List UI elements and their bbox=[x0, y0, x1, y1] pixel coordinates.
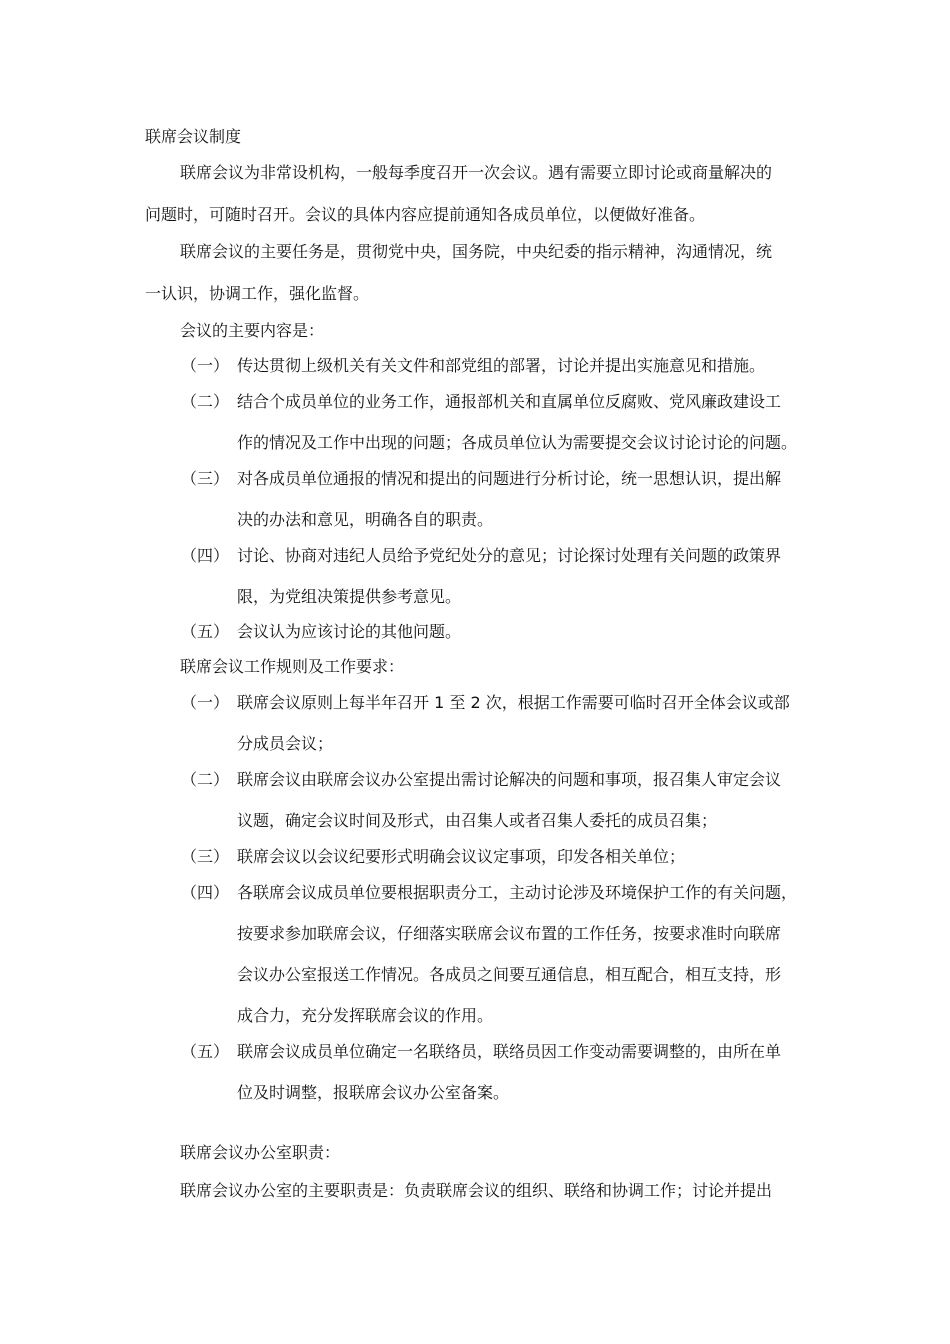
rules-item-2-marker: （二） bbox=[181, 770, 230, 789]
content-item-3-line-2: 决的办法和意见，明确各自的职责。 bbox=[237, 510, 494, 529]
rules-item-5-line-1: 联席会议成员单位确定一名联络员，联络员因工作变动需要调整的，由所在单 bbox=[237, 1042, 782, 1061]
content-item-4-marker: （四） bbox=[181, 546, 230, 565]
content-item-2-marker: （二） bbox=[181, 392, 230, 411]
tasks-paragraph-line-2: 一认识，协调工作，强化监督。 bbox=[145, 284, 370, 303]
content-item-5-line-1: 会议认为应该讨论的其他问题。 bbox=[237, 622, 462, 641]
rules-item-1-marker: （一） bbox=[181, 693, 230, 712]
rules-item-4-line-1: 各联席会议成员单位要根据职责分工，主动讨论涉及环境保护工作的有关问题， bbox=[237, 883, 798, 902]
content-item-4-line-2: 限，为党组决策提供参考意见。 bbox=[237, 587, 462, 606]
content-item-3-line-1: 对各成员单位通报的情况和提出的问题进行分析讨论，统一思想认识，提出解 bbox=[237, 469, 782, 488]
rules-item-4-line-4: 成合力，充分发挥联席会议的作用。 bbox=[237, 1006, 494, 1025]
content-item-2-line-2: 作的情况及工作中出现的问题；各成员单位认为需要提交会议讨论讨论的问题。 bbox=[237, 433, 798, 452]
content-item-4-line-1: 讨论、协商对违纪人员给予党纪处分的意见；讨论探讨处理有关问题的政策界 bbox=[237, 546, 782, 565]
content-item-1-line-1: 传达贯彻上级机关有关文件和部党组的部署，讨论并提出实施意见和措施。 bbox=[237, 356, 766, 375]
rules-item-2-line-2: 议题，确定会议时间及形式，由召集人或者召集人委托的成员召集； bbox=[237, 811, 718, 830]
rules-item-1-line-1: 联席会议原则上每半年召开 1 至 2 次，根据工作需要可临时召开全体会议或部 bbox=[237, 693, 790, 712]
tasks-paragraph-line-1: 联席会议的主要任务是，贯彻党中央，国务院，中央纪委的指示精神，沟通情况，统 bbox=[180, 242, 773, 261]
rules-item-1-line-2: 分成员会议； bbox=[237, 734, 334, 753]
content-item-3-marker: （三） bbox=[181, 469, 230, 488]
rules-item-5-line-2: 位及时调整，报联席会议办公室备案。 bbox=[237, 1083, 510, 1102]
content-item-1-marker: （一） bbox=[181, 356, 230, 375]
document-title: 联席会议制度 bbox=[145, 127, 242, 146]
office-heading: 联席会议办公室职责： bbox=[180, 1143, 341, 1162]
intro-paragraph-line-1: 联席会议为非常设机构，一般每季度召开一次会议。遇有需要立即讨论或商量解决的 bbox=[180, 163, 773, 182]
content-heading: 会议的主要内容是： bbox=[180, 321, 325, 340]
rules-heading: 联席会议工作规则及工作要求： bbox=[180, 657, 405, 676]
rules-item-2-line-1: 联席会议由联席会议办公室提出需讨论解决的问题和事项，报召集人审定会议 bbox=[237, 770, 782, 789]
content-item-5-marker: （五） bbox=[181, 622, 230, 641]
content-item-2-line-1: 结合个成员单位的业务工作，通报部机关和直属单位反腐败、党风廉政建设工 bbox=[237, 392, 782, 411]
rules-item-3-marker: （三） bbox=[181, 847, 230, 866]
rules-item-3-line-1: 联席会议以会议纪要形式明确会议议定事项，印发各相关单位； bbox=[237, 847, 686, 866]
intro-paragraph-line-2: 问题时，可随时召开。会议的具体内容应提前通知各成员单位，以便做好准备。 bbox=[145, 205, 706, 224]
rules-item-4-line-3: 会议办公室报送工作情况。各成员之间要互通信息，相互配合，相互支持，形 bbox=[237, 965, 782, 984]
rules-item-5-marker: （五） bbox=[181, 1042, 230, 1061]
rules-item-4-line-2: 按要求参加联席会议，仔细落实联席会议布置的工作任务，按要求准时向联席 bbox=[237, 924, 782, 943]
office-paragraph-line-1: 联席会议办公室的主要职责是：负责联席会议的组织、联络和协调工作；讨论并提出 bbox=[180, 1181, 773, 1200]
rules-item-4-marker: （四） bbox=[181, 883, 230, 902]
